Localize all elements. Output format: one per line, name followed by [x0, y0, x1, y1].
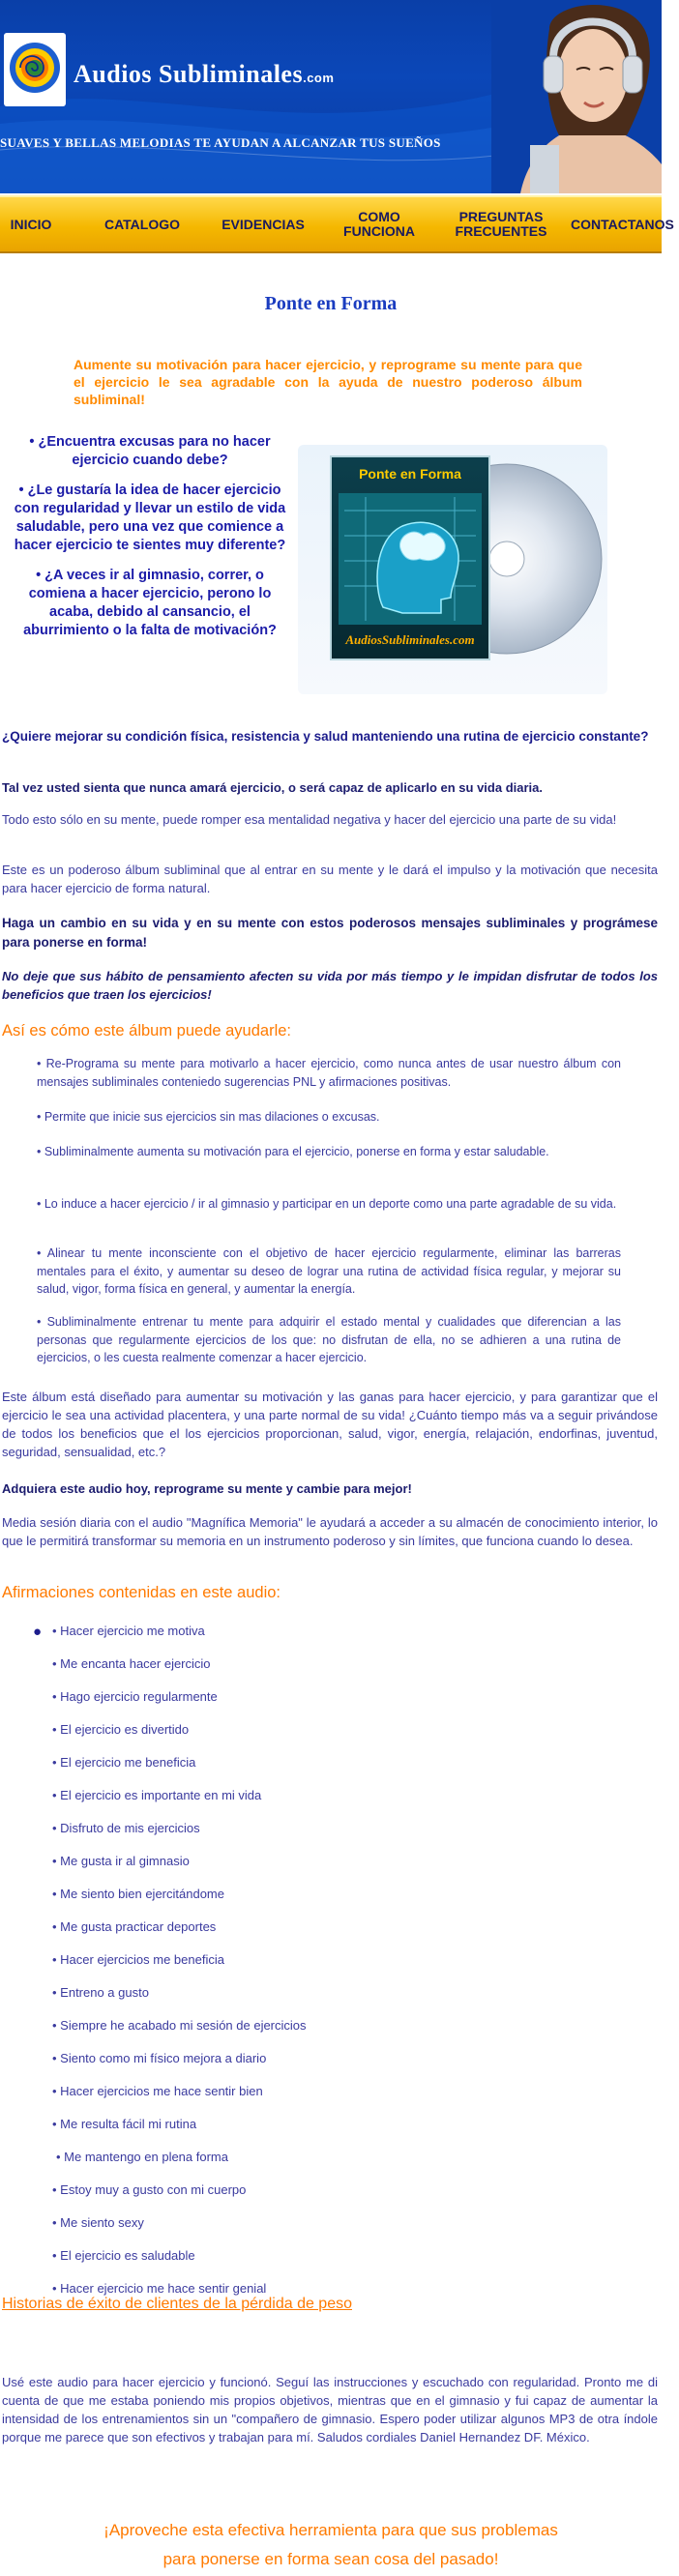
page-title: Ponte en Forma	[264, 293, 398, 314]
body-paragraph-italic: No deje que sus hábito de pensamiento afecten su vida por más tiempo y le impidan disfrutar de todos los beneficios que traen los ejercicios!	[2, 969, 658, 1002]
affirmation-item: • El ejercicio es importante en mi vida	[52, 1788, 262, 1802]
album-cover-image	[296, 443, 609, 696]
affirmation-item: • Me gusta ir al gimnasio	[52, 1854, 190, 1868]
nav-evidencias[interactable]	[203, 197, 323, 251]
cta-line: ¡Aproveche esta efectiva herramienta para que sus problemas	[103, 2521, 558, 2539]
lead-statement: Tal vez usted sienta que nunca amará ejercicio, o será capaz de aplicarlo en su vida diaria.	[2, 780, 543, 795]
nav-preguntas-frecuentes[interactable]	[441, 197, 561, 251]
affirmation-item: • El ejercicio es divertido	[52, 1722, 190, 1737]
nav-como-funciona-label-1: COMO	[358, 209, 400, 224]
brand-name[interactable]	[74, 60, 334, 89]
affirmation-item: • Me siento bien ejercitándome	[52, 1887, 224, 1901]
main-nav	[0, 195, 674, 253]
nav-como-funciona-label-2: FUNCIONA	[343, 223, 415, 239]
affirmation-item: • Disfruto de mis ejercicios	[52, 1821, 200, 1835]
affirmation-item: • Hacer ejercicio me motiva	[52, 1624, 205, 1638]
nav-inicio[interactable]	[0, 197, 62, 251]
body-paragraph: Este álbum está diseñado para aumentar su motivación y las ganas para hacer ejercicio, y para garantizar que el ejercicio le sea una actividad placentera, y una parte normal de su vida! ¿Cuánto tiempo más va a seguir privándose de todos los beneficios que el los ejercicios proporcionan, salud, vigor, energía, relajación, endorfinas, juventud, seguridad, sensualidad, etc.?	[2, 1390, 658, 1459]
cta-line: para ponerse en forma sean cosa del pasado!	[162, 2550, 499, 2568]
nav-como-funciona[interactable]	[325, 197, 433, 251]
affirmation-item: • Hacer ejercicios me hace sentir bien	[52, 2084, 263, 2098]
help-heading: Así es cómo este álbum puede ayudarle:	[2, 1022, 292, 1039]
affirmation-item: • Siempre he acabado mi sesión de ejercicios	[52, 2018, 307, 2033]
affirmation-item: • Me mantengo en plena forma	[56, 2150, 228, 2164]
site-header	[0, 0, 662, 193]
affirmation-item: • Me siento sexy	[52, 2215, 144, 2230]
nav-contactanos[interactable]	[565, 197, 679, 251]
body-paragraph-bold: Haga un cambio en su vida y en su mente con estos poderosos mensajes subliminales y prográmese para ponerse en forma!	[2, 916, 658, 950]
benefit-item: • Alinear tu mente inconsciente con el objetivo de hacer ejercicio regularmente, eliminar las barreras mentales para el éxito, y aumentar su deseo de lograr una rutina de actividad física regular, y mejorar su salud, vigor, forma física en general, y aumentar la energía.	[37, 1246, 621, 1296]
affirmation-item: • El ejercicio es saludable	[52, 2248, 195, 2263]
benefit-item: • Lo induce a hacer ejercicio / ir al gimnasio y participar en un deporte como una parte agradable de su vida.	[37, 1197, 617, 1211]
list-bullet-icon: ●	[33, 1624, 43, 1640]
nav-inicio-label: INICIO	[10, 216, 52, 232]
question-item: • ¿Le gustaría la idea de hacer ejercicio con regularidad y llevar un estilo de vida saludable, pero una vez que comience a hacer ejercicio te sientes muy diferente?	[14, 483, 286, 553]
cover-title: Ponte en Forma	[359, 466, 461, 482]
woman-with-headphones-image	[491, 0, 662, 193]
affirmation-item: • Me encanta hacer ejercicio	[52, 1656, 211, 1671]
affirmation-item: • Hacer ejercicios me beneficia	[52, 1952, 224, 1967]
nav-evidencias-label: EVIDENCIAS	[221, 216, 305, 232]
affirmation-item: • Me resulta fácil mi rutina	[52, 2117, 197, 2131]
nav-contactanos-label: CONTACTANOS	[571, 216, 674, 232]
affirmations-heading: Afirmaciones contenidas en este audio:	[2, 1584, 281, 1601]
body-paragraph: Media sesión diaria con el audio "Magnífica Memoria" le ayudará a acceder a su almacén de conocimiento interior, lo que le permitirá transformar su memoria en un instrumento poderoso y sin límites, que funciona cuando lo desea.	[2, 1515, 658, 1548]
affirmation-item: • Estoy muy a gusto con mi cuerpo	[52, 2182, 247, 2197]
intro-questions	[6, 433, 294, 652]
body-paragraph: Todo esto sólo en su mente, puede romper esa mentalidad negativa y hacer del ejercicio una parte de su vida!	[2, 812, 617, 827]
body-paragraph: Este es un poderoso álbum subliminal que al entrar en su mente y le dará el impulso y la motivación que necesita para hacer ejercicio de forma natural.	[2, 863, 658, 895]
brand-suffix: .com	[303, 71, 335, 85]
intro-text: Aumente su motivación para hacer ejercicio, y reprograme su mente para que el ejercicio le sea agradable con la ayuda de nuestro poderoso álbum subliminal!	[74, 357, 582, 407]
nav-catalogo[interactable]	[89, 197, 195, 251]
nav-preguntas-label-1: PREGUNTAS	[458, 209, 544, 224]
question-item: • ¿Encuentra excusas para no hacer ejercicio cuando debe?	[29, 434, 271, 468]
affirmation-item: • Siento como mi físico mejora a diario	[52, 2051, 267, 2065]
tagline: SUAVES Y BELLAS MELODIAS TE AYUDAN A ALCANZAR TUS SUEÑOS	[0, 135, 441, 150]
nav-catalogo-label: CATALOGO	[103, 216, 181, 232]
spiral-logo-icon[interactable]	[8, 41, 62, 95]
affirmation-item: • Hago ejercicio regularmente	[52, 1689, 218, 1704]
benefit-item: • Permite que inicie sus ejercicios sin mas dilaciones o excusas.	[37, 1110, 380, 1124]
affirmation-item: • Hacer ejercicio me hace sentir genial	[52, 2281, 267, 2296]
call-to-buy: Adquiera este audio hoy, reprograme su mente y cambie para mejor!	[2, 1481, 412, 1496]
affirmation-item: • Entreno a gusto	[52, 1985, 149, 2000]
brand-name-text: Audios Subliminales	[74, 60, 304, 88]
benefit-item: • Re-Programa su mente para motivarlo a hacer ejercicio, como nunca antes de usar nuestro álbum con mensajes subliminales conteniedo sugerencias PNL y afirmaciones positivas.	[37, 1057, 621, 1089]
affirmation-item: • Me gusta practicar deportes	[52, 1919, 217, 1934]
closing-call-to-action	[0, 2516, 662, 2574]
lead-question: ¿Quiere mejorar su condición física, resistencia y salud manteniendo una rutina de ejercicio constante?	[2, 729, 649, 744]
testimonial-text: Usé este audio para hacer ejercicio y funcionó. Seguí las instrucciones y escuchado con regularidad. Pronto me di cuenta de que me estaba poniendo mis propios objetivos, mientras que en el gimnasio y fui capaz de aumentar la intensidad de los entrenamientos sin un "compañero de gimnasio. Espero poder utilizar algunos MP3 de otra índole porque me parece que son efectivos y trabajan para mí. Saludos cordiales Daniel Hernandez DF. México.	[2, 2375, 658, 2444]
success-stories-link[interactable]: Historias de éxito de clientes de la pérdida de peso	[2, 2296, 352, 2312]
cover-brand: AudiosSubliminales.com	[345, 632, 475, 647]
benefit-item: • Subliminalmente entrenar tu mente para adquirir el estado mental y cualidades que diferencian a las personas que regularmente ejercicios de los que: no disfrutan de ella, no se adhieren a una rutina de ejercicios, o les cuesta realmente comenzar a hacer ejercicio.	[37, 1315, 621, 1364]
question-item: • ¿A veces ir al gimnasio, correr, o comiena a hacer ejercicio, perono lo acaba, debido al cansancio, el aburrimiento o la falta de motivación?	[23, 568, 277, 638]
affirmation-item: • El ejercicio me beneficia	[52, 1755, 196, 1770]
nav-preguntas-label-2: FRECUENTES	[455, 223, 547, 239]
benefit-item: • Subliminalmente aumenta su motivación para el ejercicio, ponerse en forma y estar saludable.	[37, 1145, 549, 1158]
